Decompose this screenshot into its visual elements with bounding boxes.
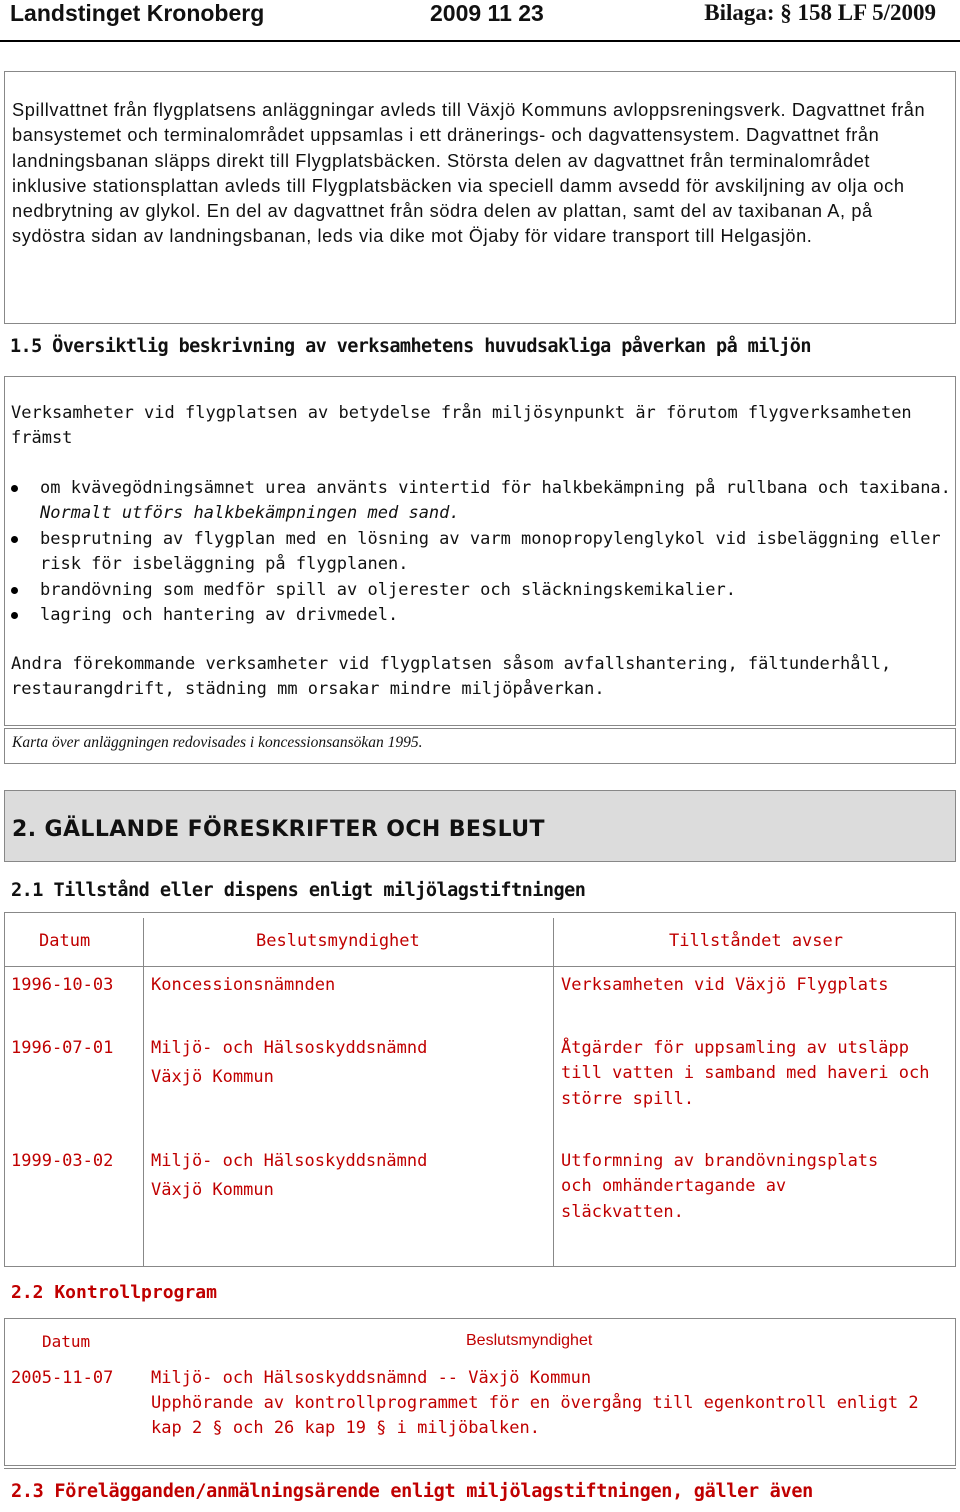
section-2-heading: 2. GÄLLANDE FÖRESKRIFTER OCH BESLUT: [12, 817, 545, 842]
section-1-5-lead: Verksamheter vid flygplatsen av betydelse från miljösynpunkt är förutom flygverksamheten främst: [11, 403, 912, 449]
table-divider: [143, 918, 144, 1266]
column-header-subject: Tillståndet avser: [669, 931, 843, 951]
bullet-dot-icon: [11, 612, 18, 619]
kp-row-text: Upphörande av kontrollprogrammet för en övergång till egenkontroll enligt 2 kap 2 § och 26 kap 19 § i miljöbalken.: [151, 1393, 919, 1439]
table-divider: [553, 918, 554, 1266]
table-row-2-authority: Miljö- och Hälsoskyddsnämnd: [151, 1038, 428, 1058]
list-item: lagring och hantering av drivmedel.: [11, 603, 951, 628]
table-header-divider: [5, 966, 955, 967]
intro-paragraph: Spillvattnet från flygplatsens anläggningar avleds till Växjö Kommuns avloppsreningsverk. Dagvattnet från bansystemet och terminalområdet uppsamlas i ett dränerings- och dagvattensystem. Dagvattnet från landningsbanan släpps direkt till Flygplatsbäcken. Största delen av dagvattnet från terminalområdet inklusive stationsplattan avleds till Flygplatsbäcken via speciell damm avsedd för avskiljning av olja och nedbrytning av glykol. En del av dagvattnet från södra delen av plattan, samt del av taxibanan A, på sydöstra sidan av landningsbanan, leds via dike mot Öjaby för vidare transport till Helgasjön.: [12, 100, 926, 247]
table-row-2-date: 1996-07-01: [11, 1038, 114, 1058]
map-note: Karta över anläggningen redovisades i koncessionsansökan 1995.: [12, 734, 423, 751]
section-2-1-heading: 2.1 Tillstånd eller dispens enligt miljölagstiftningen: [11, 880, 586, 901]
header-appendix: Bilaga: § 158 LF 5/2009: [704, 0, 936, 25]
column-header-authority: Beslutsmyndighet: [256, 931, 420, 951]
table-row-1-date: 1996-10-03: [11, 975, 114, 995]
table-row-3-authority-municipality: Växjö Kommun: [151, 1180, 274, 1200]
table-row-2-authority-municipality: Växjö Kommun: [151, 1067, 274, 1087]
table-row-3-authority: Miljö- och Hälsoskyddsnämnd: [151, 1151, 428, 1171]
section-1-5-closing: Andra förekommande verksamheter vid flygplatsen såsom avfallshantering, fältunderhåll, restaurangdrift, städning mm orsakar mindre miljöpåverkan.: [11, 654, 892, 700]
section-2-3-heading: 2.3 Förelägganden/anmälningsärende enligt miljölagstiftningen, gäller även: [11, 1481, 814, 1502]
table-row-2-subject: Åtgärder för uppsamling av utsläpp till vatten i samband med haveri och större spill.: [561, 1038, 930, 1109]
list-item: brandövning som medför spill av oljerester och släckningskemikalier.: [11, 578, 951, 603]
header-divider: [0, 40, 960, 42]
bullet-dot-icon: [11, 587, 18, 594]
header-date: 2009 11 23: [430, 0, 544, 26]
kp-header-date: Datum: [42, 1332, 91, 1351]
list-item: besprutning av flygplan med en lösning av varm monopropylenglykol vid isbeläggning eller risk för isbeläggning på flygplanen.: [11, 527, 951, 578]
header-organization: Landstinget Kronoberg: [10, 0, 265, 26]
section-2-2-heading: 2.2 Kontrollprogram: [11, 1282, 217, 1303]
kp-row-date: 2005-11-07: [11, 1368, 114, 1388]
bullet-list: [11, 476, 951, 628]
bullet-dot-icon: [11, 536, 18, 543]
section-2-3-divider: [4, 1468, 956, 1469]
table-row-3-date: 1999-03-02: [11, 1151, 114, 1171]
column-header-date: Datum: [39, 931, 91, 951]
intro-box: [4, 71, 956, 324]
bullet-dot-icon: [11, 485, 18, 492]
table-row-3-subject: Utformning av brandövningsplats och omhändertagande av släckvatten.: [561, 1151, 879, 1222]
table-row-1-subject: Verksamheten vid Växjö Flygplats: [561, 975, 889, 995]
section-1-5-heading: 1.5 Översiktlig beskrivning av verksamhetens huvudsakliga påverkan på miljön: [10, 336, 811, 357]
kp-header-authority: Beslutsmyndighet: [466, 1332, 593, 1349]
table-row-1-authority: Koncessionsnämnden: [151, 975, 336, 995]
list-item: om kvävegödningsämnet urea använts vintertid för halkbekämpning på rullbana och taxibana. Normalt utförs halkbekämpningen med sand.: [11, 476, 951, 527]
kp-row-authority: Miljö- och Hälsoskyddsnämnd -- Växjö Kommun: [151, 1368, 592, 1388]
